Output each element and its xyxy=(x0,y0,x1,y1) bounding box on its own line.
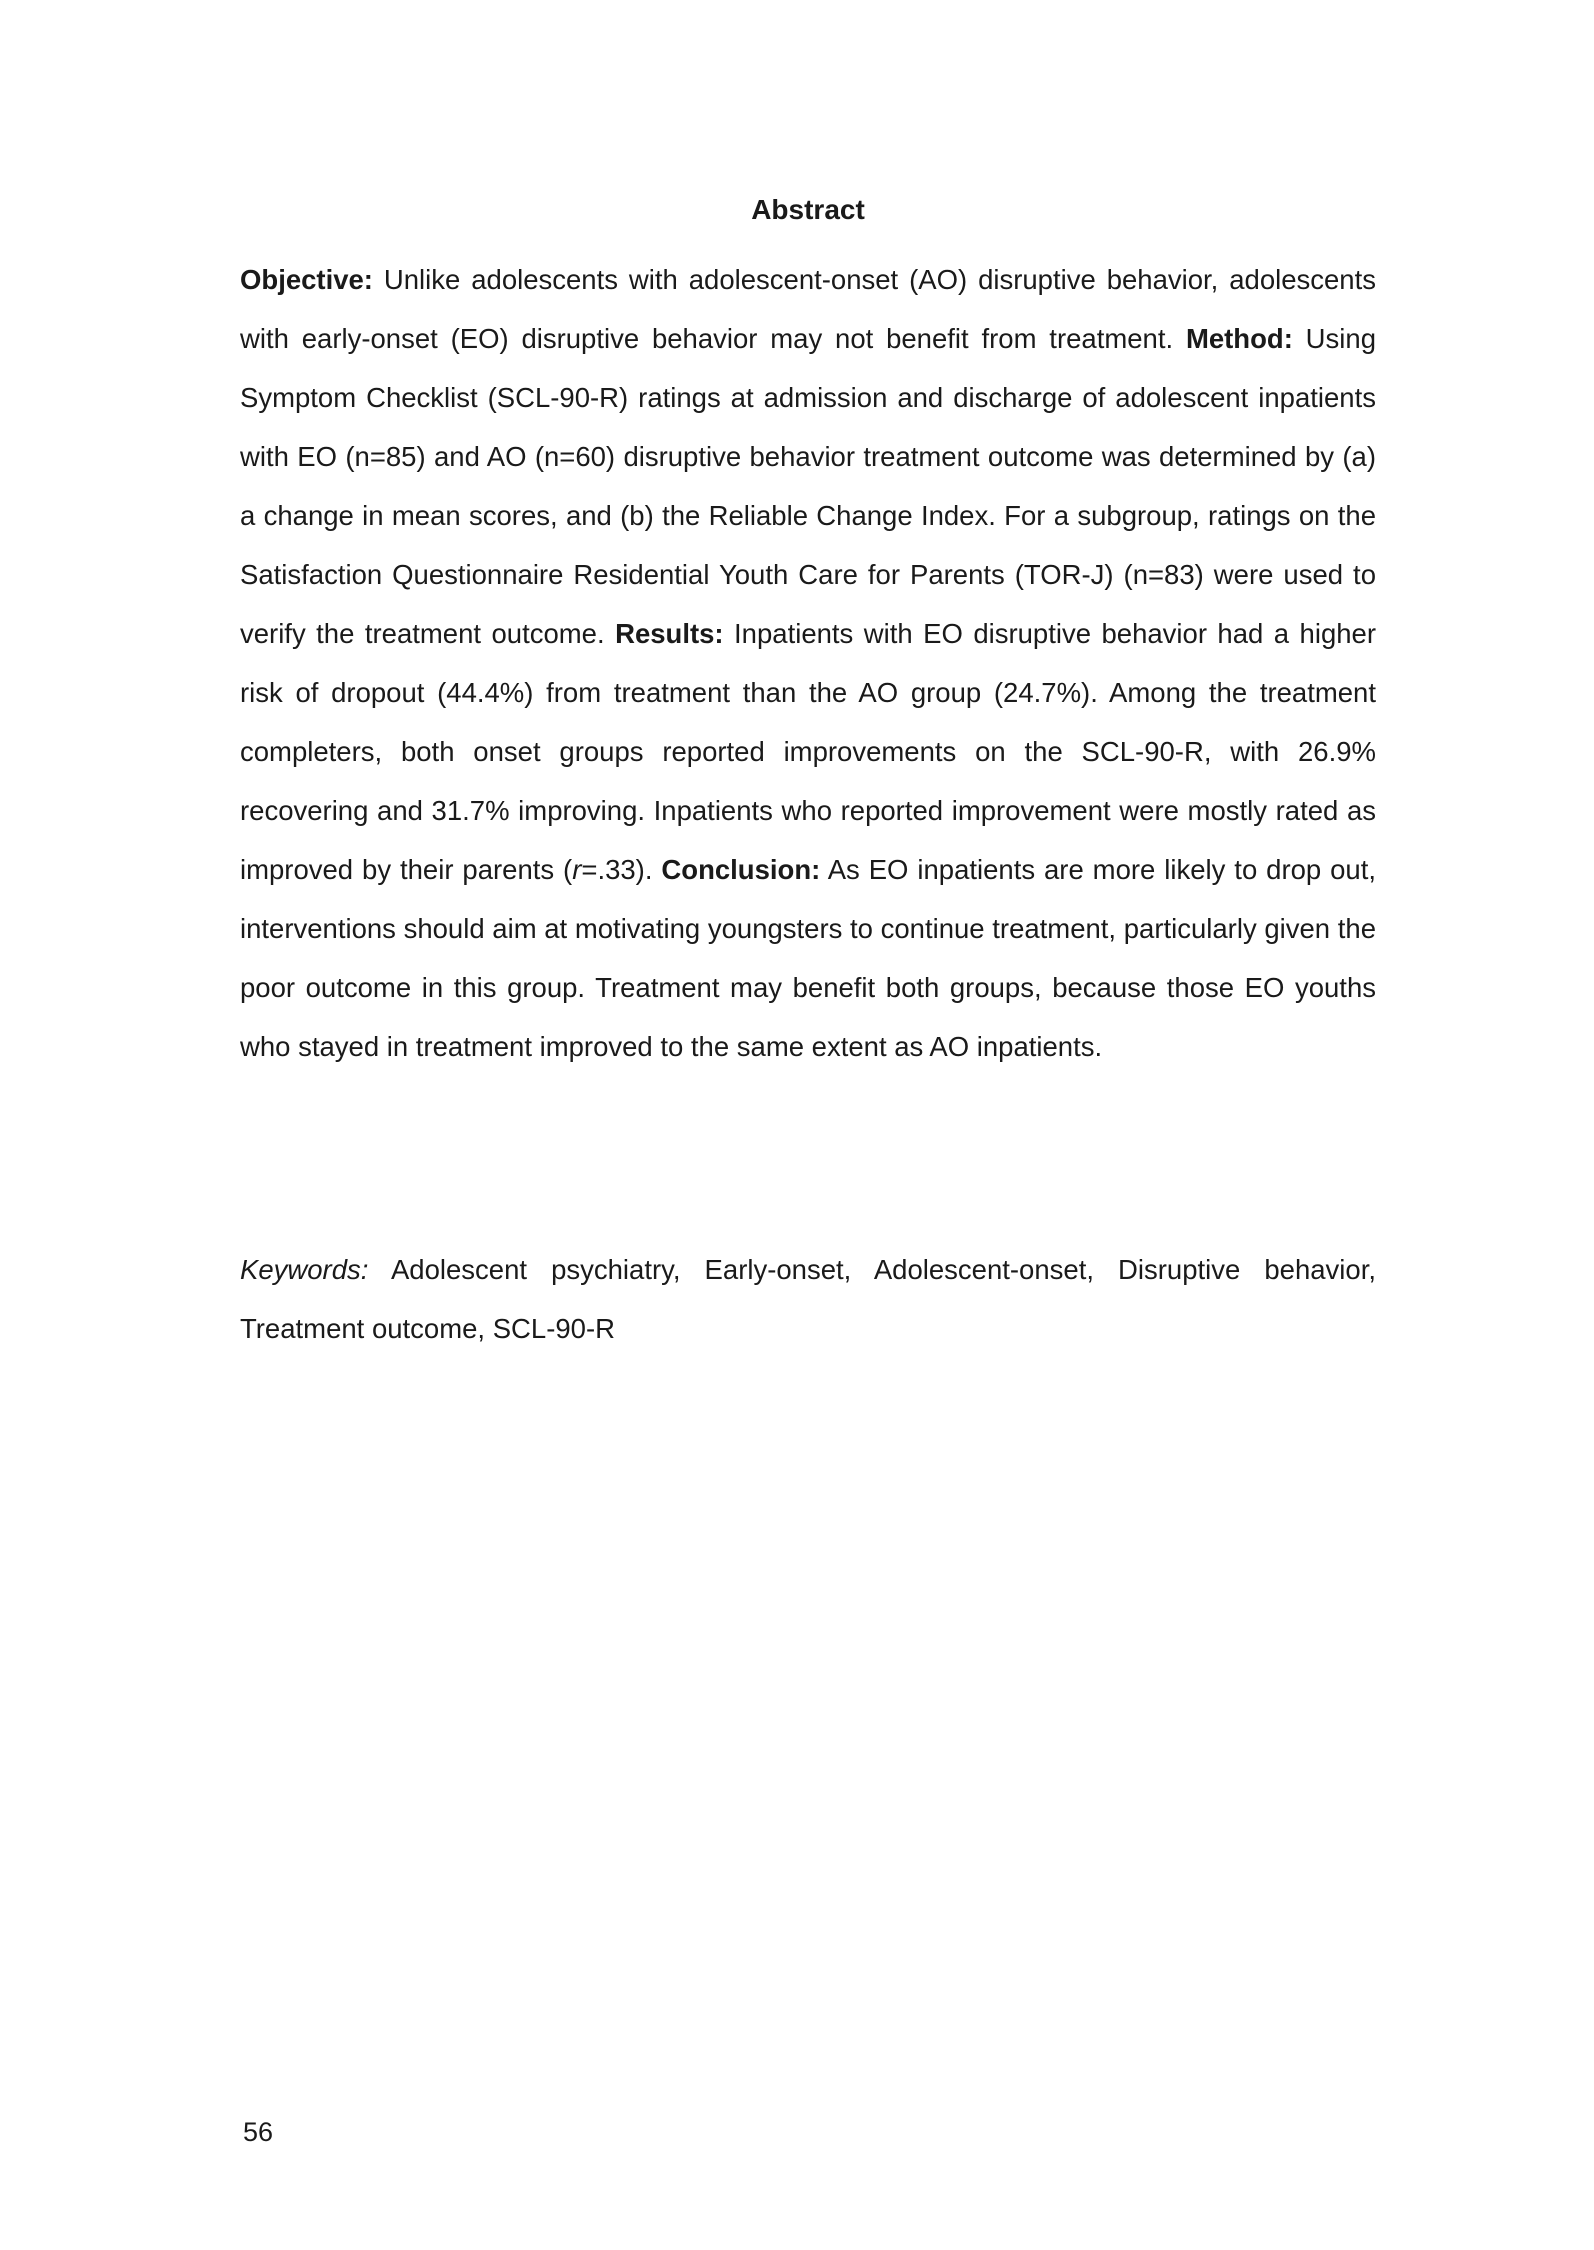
objective-label: Objective: xyxy=(240,264,373,295)
results-correlation-symbol: r xyxy=(572,854,582,885)
conclusion-text: As EO inpatients are more likely to drop out, interventions should aim at motivating youngsters to continue treatment, particularly given the poor outcome in this group. Treatment may benefit both groups, because those EO youths who stayed in treatment improved to the same extent as AO inpatients. xyxy=(240,854,1376,1062)
results-text-part-1: Inpatients with EO disruptive behavior had a higher risk of dropout (44.4%) from treatment than the AO group (24.7%). Among the treatment completers, both onset groups reported improvements on the SCL-90-R, with 26.9% recovering and 31.7% improving. Inpatients who reported improvement were mostly rated as improved by their parents ( xyxy=(240,618,1376,885)
method-label: Method: xyxy=(1185,323,1293,354)
results-text-part-2: =.33). xyxy=(581,854,653,885)
keywords-label: Keywords: xyxy=(240,1254,369,1285)
keywords-paragraph xyxy=(240,1240,1376,1358)
conclusion-label: Conclusion: xyxy=(661,854,821,885)
page-number: 56 xyxy=(243,2117,274,2147)
keywords-text: Adolescent psychiatry, Early-onset, Adolescent-onset, Disruptive behavior, Treatment outcome, SCL-90-R xyxy=(240,1254,1376,1344)
abstract-heading: Abstract xyxy=(751,194,865,225)
results-label: Results: xyxy=(615,618,724,649)
objective-text: Unlike adolescents with adolescent-onset (AO) disruptive behavior, adolescents with early-onset (EO) disruptive behavior may not benefit from treatment. xyxy=(240,264,1376,354)
method-text: Using Symptom Checklist (SCL-90-R) ratings at admission and discharge of adolescent inpatients with EO (n=85) and AO (n=60) disruptive behavior treatment outcome was determined by (a) a change in mean scores, and (b) the Reliable Change Index. For a subgroup, ratings on the Satisfaction Questionnaire Residential Youth Care for Parents (TOR-J) (n=83) were used to verify the treatment outcome. xyxy=(240,323,1376,649)
abstract-paragraph xyxy=(240,250,1376,1076)
